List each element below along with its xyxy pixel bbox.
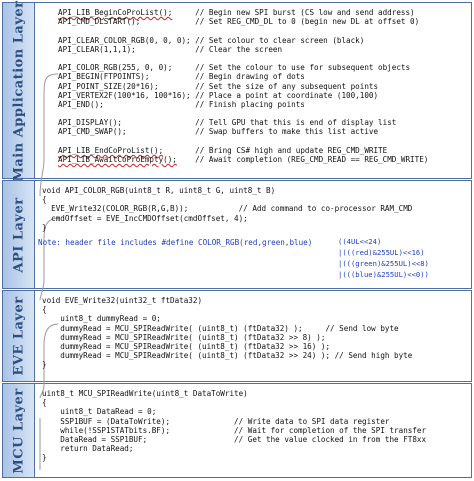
header-note: Note: header file includes #define COLOR_RGB(red,green,blue): [38, 238, 313, 247]
code-statement: void API_COLOR_RGB(uint8_t R, uint8_t G, uint8_t B): [42, 186, 276, 195]
code-comment: // Set colour to clear screen (black): [195, 35, 365, 45]
code-comment: // Finish placing points: [195, 99, 305, 109]
code-line: [42, 214, 412, 223]
code-line: [58, 118, 428, 127]
code-comment: // Send low byte: [325, 323, 399, 333]
code-line: [58, 8, 428, 17]
code-line: [58, 100, 428, 109]
open-brace: [42, 195, 412, 204]
code-spacing: [147, 435, 234, 444]
code-line: [42, 314, 412, 323]
code-statement: void EVE_Write32(uint32_t ftData32): [42, 296, 203, 305]
code-line: [42, 351, 412, 360]
code-comment: // Clear the screen: [195, 44, 283, 54]
macro-line: |(((green)&255UL)<<8): [338, 259, 429, 268]
code-comment: // Wait for completion of the SPI transfer: [234, 425, 427, 435]
mcu-code-block: [42, 389, 426, 463]
code-statement: {: [42, 305, 47, 315]
code-statement: API_BEGIN(FTPOINTS);: [58, 72, 150, 82]
code-spacing: [149, 72, 195, 81]
code-statement: }: [42, 453, 47, 463]
code-statement: {: [42, 398, 47, 408]
code-comment: // Swap buffers to make this list active: [195, 127, 379, 137]
macro-line: ((4UL<<24): [338, 237, 382, 246]
code-line: [42, 324, 412, 333]
code-line: [58, 155, 428, 164]
code-statement: uint8_t DataRead = 0;: [42, 407, 157, 417]
code-spacing: [159, 82, 196, 91]
code-statement: API_CMD_DLSTART();: [58, 17, 141, 27]
code-line: [42, 417, 426, 426]
code-statement: API_LIB_AwaitCoProEmpty();: [58, 155, 177, 164]
code-comment: // Begin drawing of dots: [195, 72, 305, 82]
code-line: [42, 342, 412, 351]
close-brace: [42, 360, 412, 369]
code-spacing: [136, 45, 195, 54]
code-spacing: [127, 127, 196, 136]
code-statement: }: [42, 222, 47, 232]
code-statement: cmdOffset = EVE_IncCMDOffset(cmdOffset, 4);: [42, 213, 248, 223]
code-spacing: [172, 63, 195, 72]
code-comment: // Place a point at coordinate (100,100): [195, 90, 379, 100]
code-statement: EVE_Write32(COLOR_RGB(R,G,B));: [42, 204, 189, 214]
code-line: [42, 426, 426, 435]
code-line: [58, 26, 428, 35]
layer-label: API Layer: [11, 196, 26, 273]
code-spacing: [170, 417, 234, 426]
code-comment: // Set REG_CMD_DL to 0 (begin new DL at offset 0): [195, 17, 420, 27]
code-line: [58, 54, 428, 63]
code-statement: dummyRead = MCU_SPIReadWrite( (uint8_t) (ftData32) );: [42, 323, 303, 333]
code-statement: dummyRead = MCU_SPIReadWrite( (uint8_t) (ftData32 >> 8) );: [42, 332, 326, 342]
open-brace: [42, 305, 412, 314]
function-signature: [42, 296, 412, 305]
function-signature: [42, 186, 412, 195]
code-line: [58, 82, 428, 91]
code-statement: API_LIB_EndCoProList();: [58, 145, 164, 155]
code-spacing: [177, 155, 195, 164]
code-statement: API_END();: [58, 99, 104, 109]
code-spacing: [104, 100, 195, 109]
code-statement: SSP1BUF = (DataToWrite);: [42, 416, 171, 426]
code-line: [42, 333, 412, 342]
code-line: [58, 36, 428, 45]
code-statement: dummyRead = MCU_SPIReadWrite( (uint8_t) (ftData32 >> 16) );: [42, 341, 331, 351]
code-spacing: [172, 8, 195, 17]
code-statement: DataRead = SSP1BUF;: [42, 434, 148, 444]
code-spacing: [188, 204, 238, 213]
app-code-block: [58, 8, 428, 164]
connector-app-to-api: [40, 74, 58, 196]
code-line: [42, 444, 426, 453]
eve-code-block: [42, 296, 412, 370]
code-statement: API_VERTEX2F(100*16, 100*16);: [58, 90, 191, 100]
code-comment: // Begin new SPI burst (CS low and send address): [195, 8, 415, 17]
code-spacing: [140, 17, 195, 26]
function-signature: [42, 389, 426, 398]
code-line: [58, 17, 428, 26]
code-comment: // Add command to co-processor RAM_CMD: [238, 204, 413, 214]
code-line: [58, 72, 428, 81]
api-code-block: [42, 186, 412, 232]
code-comment: // Send high byte: [334, 351, 413, 361]
code-line: [58, 146, 428, 155]
open-brace: [42, 398, 426, 407]
code-statement: API_CMD_SWAP();: [58, 127, 127, 137]
code-statement: uint8_t dummyRead = 0;: [42, 314, 161, 324]
code-line: [58, 137, 428, 146]
layer-label: MCU Layer: [11, 387, 26, 474]
code-statement: {: [42, 195, 47, 205]
code-spacing: [122, 118, 195, 127]
code-line: [58, 63, 428, 72]
code-comment: // Set the colour to use for subsequent objects: [195, 63, 411, 73]
code-statement: while(!SSP1STATbits.BF);: [42, 425, 171, 435]
code-line: [42, 204, 412, 213]
close-brace: [42, 453, 426, 462]
code-statement: return DataRead;: [42, 444, 134, 454]
layer-label: Main Application Layer: [11, 0, 26, 182]
code-statement: API_CLEAR(1,1,1);: [58, 44, 136, 54]
code-spacing: [170, 426, 234, 435]
code-statement: dummyRead = MCU_SPIReadWrite( (uint8_t) (ftData32 >> 24) );: [42, 351, 331, 361]
code-line: [42, 435, 426, 444]
code-line: [42, 407, 426, 416]
code-comment: // Tell GPU that this is end of display list: [195, 118, 397, 128]
macro-line: |(((blue)&255UL)<<0)): [338, 270, 429, 279]
macro-line: |(((red)&255UL)<<16): [338, 248, 425, 257]
code-statement: API_COLOR_RGB(255, 0, 0);: [58, 63, 173, 73]
macro-definition: [338, 236, 429, 280]
code-comment: // Write data to SPI data register: [234, 416, 390, 426]
code-statement: }: [42, 360, 47, 370]
code-comment: // Bring CS# high and update REG_CMD_WRITE: [195, 145, 388, 155]
layer-label: EVE Layer: [11, 296, 26, 376]
code-line: [58, 91, 428, 100]
close-brace: [42, 223, 412, 232]
code-comment: // Get the value clocked in from the FT8xx: [234, 434, 427, 444]
code-comment: // Set the size of any subsequent points: [195, 81, 379, 91]
code-statement: uint8_t MCU_SPIReadWrite(uint8_t DataToWrite): [42, 389, 248, 398]
code-spacing: [303, 324, 326, 333]
code-line: [58, 45, 428, 54]
code-statement: API_DISPLAY();: [58, 118, 123, 128]
code-spacing: [163, 146, 195, 155]
code-statement: API_LIB_BeginCoProList();: [58, 8, 173, 17]
code-comment: // Await completion (REG_CMD_READ == REG_CMD_WRITE): [195, 155, 429, 164]
code-line: [58, 127, 428, 136]
code-statement: API_CLEAR_COLOR_RGB(0, 0, 0);: [58, 35, 191, 45]
code-line: [58, 109, 428, 118]
code-statement: API_POINT_SIZE(20*16);: [58, 81, 159, 91]
